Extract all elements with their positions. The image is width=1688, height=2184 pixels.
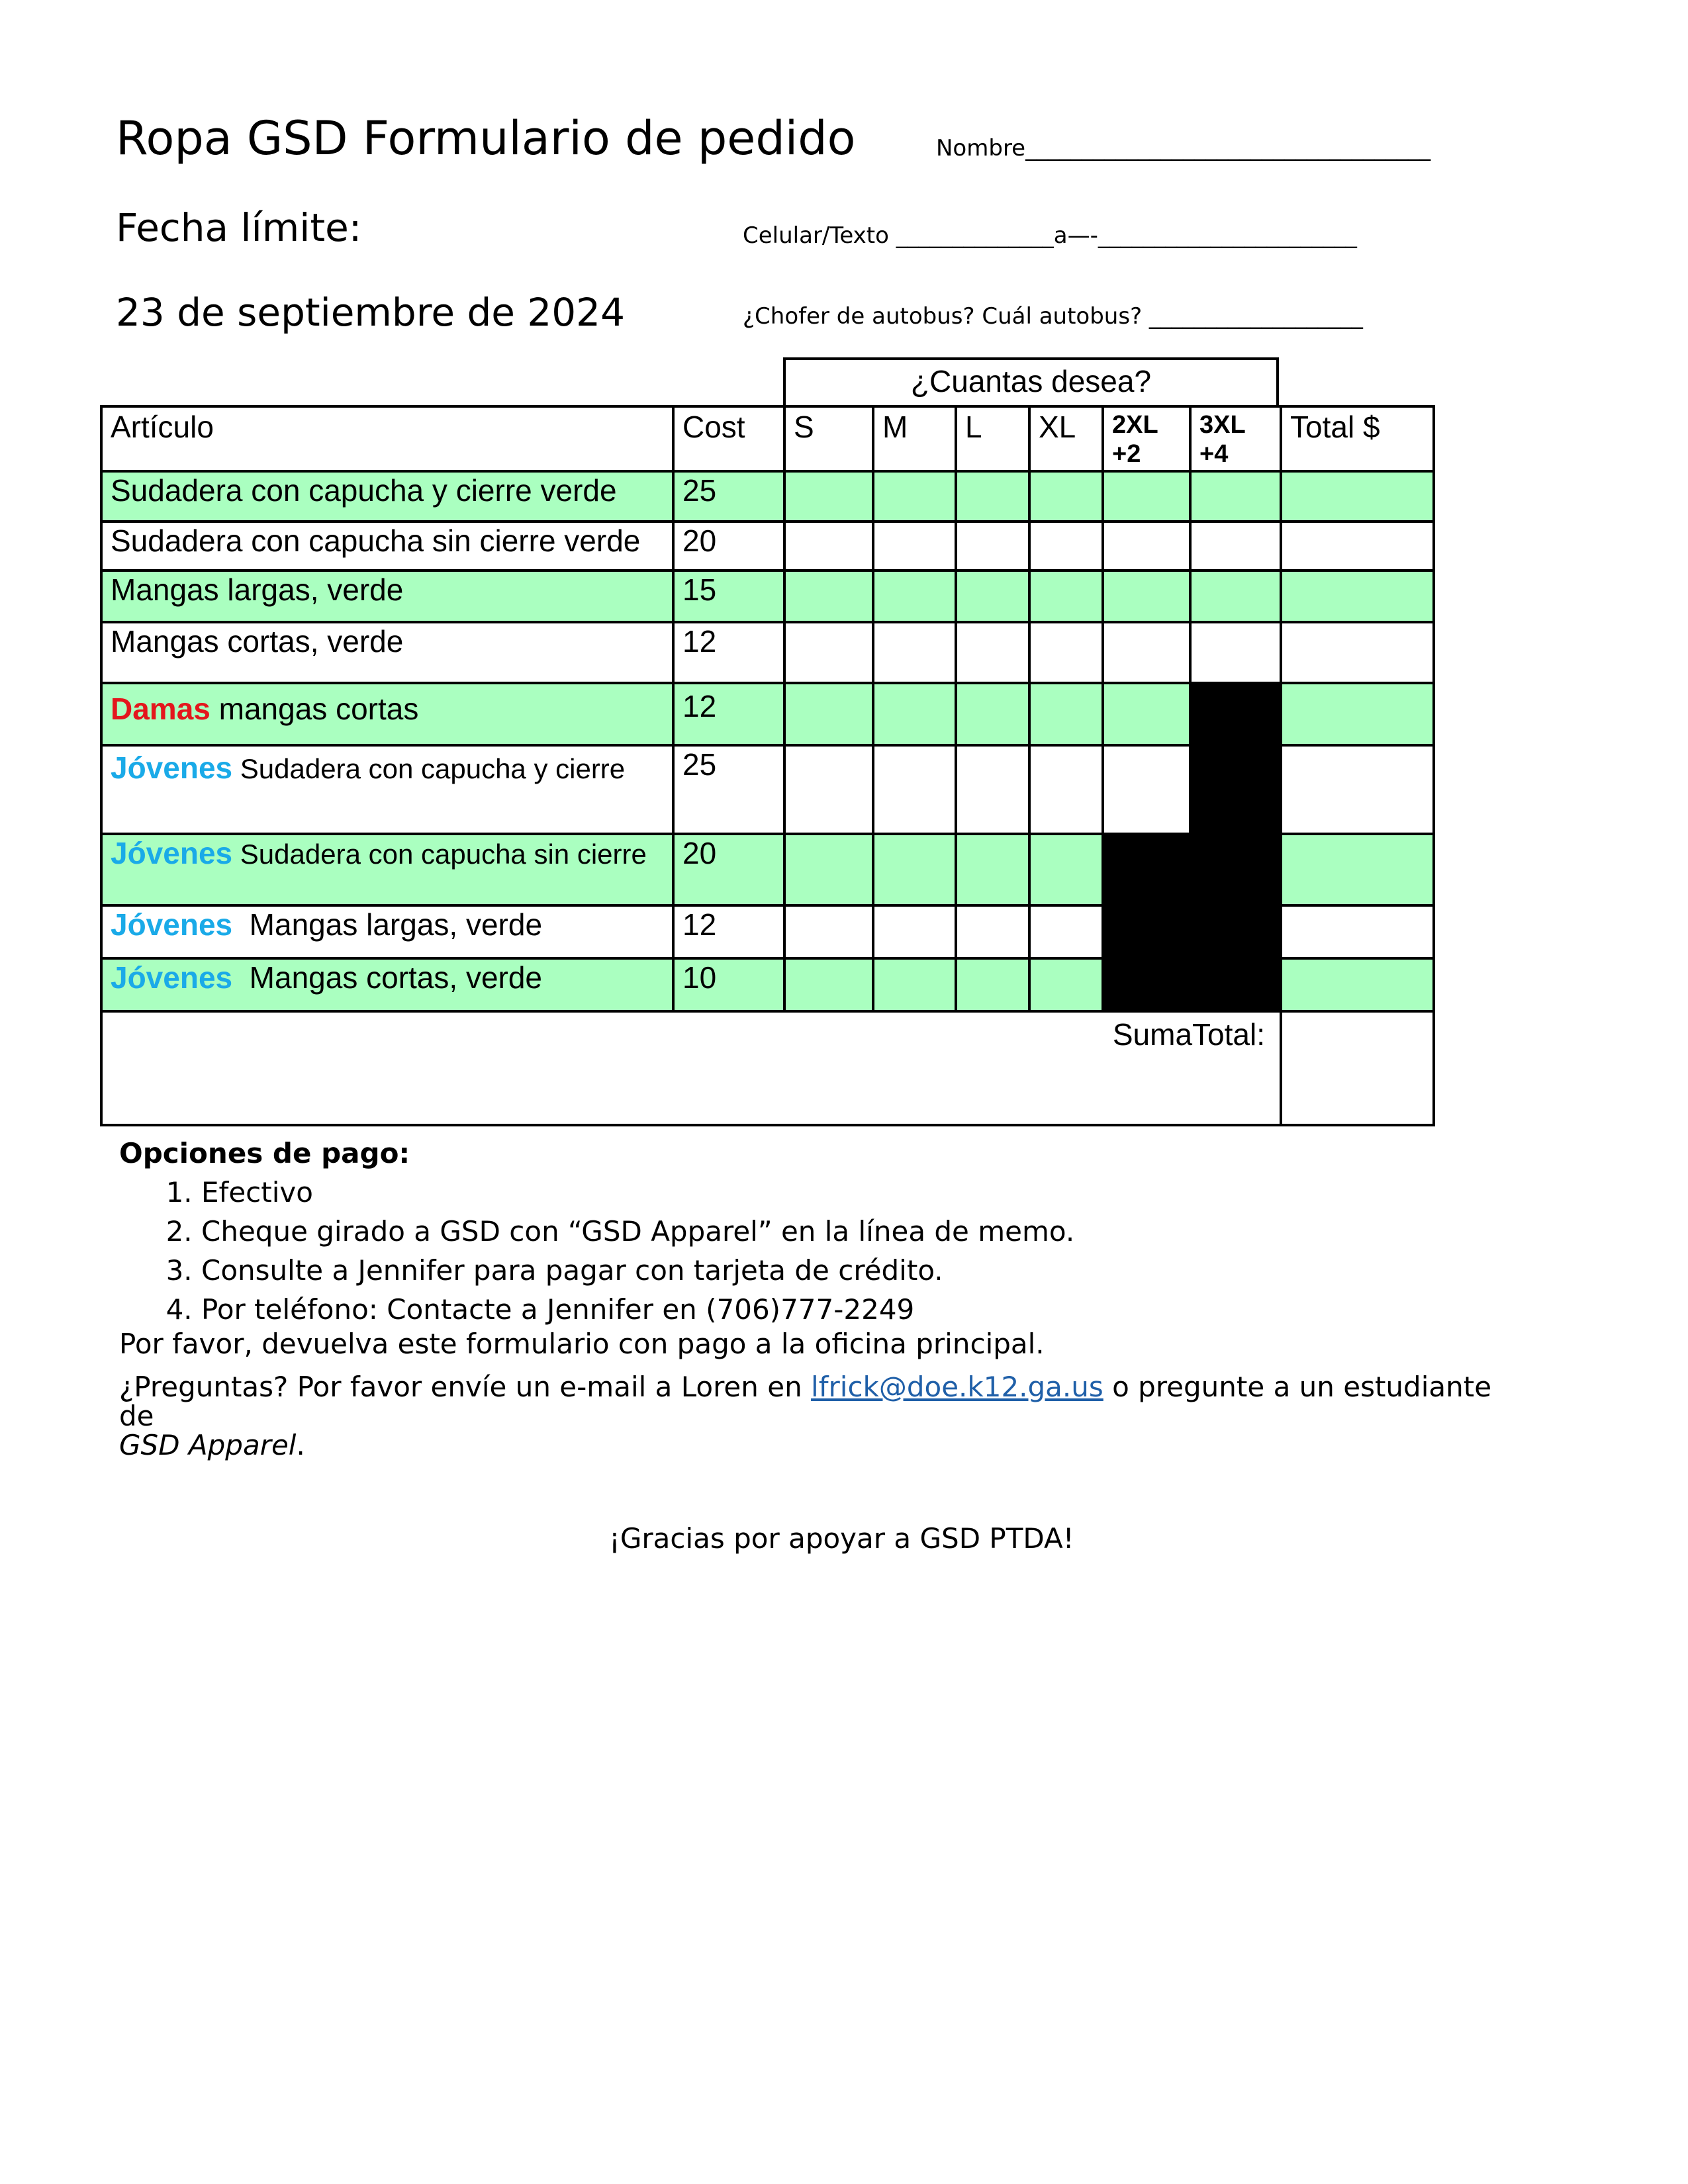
table-header-row bbox=[101, 406, 1434, 471]
qty-m[interactable] bbox=[873, 745, 956, 834]
blocked-cell bbox=[1190, 905, 1281, 958]
table-row bbox=[101, 745, 1434, 834]
blocked-cell bbox=[1103, 905, 1190, 958]
header-size-m: M bbox=[873, 406, 956, 471]
header-total: Total $ bbox=[1281, 406, 1434, 471]
qty-xl[interactable] bbox=[1029, 958, 1103, 1011]
qty-xl[interactable] bbox=[1029, 522, 1103, 570]
qty-l[interactable] bbox=[956, 622, 1029, 683]
item-prefix-jovenes: Jóvenes bbox=[111, 907, 233, 942]
blocked-cell bbox=[1190, 683, 1281, 745]
table-row bbox=[101, 471, 1434, 522]
item-cost: 15 bbox=[673, 570, 784, 622]
qty-xl[interactable] bbox=[1029, 570, 1103, 622]
qty-3xl[interactable] bbox=[1190, 622, 1281, 683]
item-name: Jóvenes Sudadera con capucha y cierre bbox=[101, 745, 673, 834]
qty-xl[interactable] bbox=[1029, 683, 1103, 745]
qty-m[interactable] bbox=[873, 570, 956, 622]
payment-option: 2. Cheque girado a GSD con “GSD Apparel” en la línea de memo. bbox=[201, 1212, 1074, 1251]
qty-s[interactable] bbox=[784, 683, 873, 745]
header-articulo: Artículo bbox=[101, 406, 673, 471]
header-cost: Cost bbox=[673, 406, 784, 471]
payment-option: 1. Efectivo bbox=[201, 1173, 1074, 1212]
qty-s[interactable] bbox=[784, 905, 873, 958]
phone-field[interactable]: Celular/Texto ______________a—-_______________________ bbox=[743, 222, 1357, 249]
payment-options-list bbox=[165, 1173, 1074, 1329]
item-name: Jóvenes Sudadera con capucha sin cierre bbox=[101, 834, 673, 905]
table-row bbox=[101, 683, 1434, 745]
header-size-s: S bbox=[784, 406, 873, 471]
item-cost: 10 bbox=[673, 958, 784, 1011]
item-name: Mangas largas, verde bbox=[101, 570, 673, 622]
qty-xl[interactable] bbox=[1029, 622, 1103, 683]
item-name: Sudadera con capucha y cierre verde bbox=[101, 471, 673, 522]
qty-s[interactable] bbox=[784, 622, 873, 683]
row-total[interactable] bbox=[1281, 683, 1434, 745]
item-prefix-jovenes: Jóvenes bbox=[111, 960, 233, 995]
table-row bbox=[101, 622, 1434, 683]
item-name: Damas mangas cortas bbox=[101, 683, 673, 745]
row-total[interactable] bbox=[1281, 958, 1434, 1011]
qty-s[interactable] bbox=[784, 834, 873, 905]
qty-s[interactable] bbox=[784, 471, 873, 522]
qty-l[interactable] bbox=[956, 905, 1029, 958]
qty-2xl[interactable] bbox=[1103, 683, 1190, 745]
bus-driver-field[interactable]: ¿Chofer de autobus? Cuál autobus? ___________________ bbox=[743, 303, 1363, 330]
qty-l[interactable] bbox=[956, 570, 1029, 622]
row-total[interactable] bbox=[1281, 570, 1434, 622]
item-prefix-jovenes: Jóvenes bbox=[111, 836, 233, 870]
item-cost: 20 bbox=[673, 522, 784, 570]
header-size-l: L bbox=[956, 406, 1029, 471]
qty-xl[interactable] bbox=[1029, 471, 1103, 522]
qty-m[interactable] bbox=[873, 471, 956, 522]
suma-total-value[interactable] bbox=[1281, 1011, 1434, 1125]
row-total[interactable] bbox=[1281, 834, 1434, 905]
item-cost: 12 bbox=[673, 622, 784, 683]
email-link[interactable]: lfrick@doe.k12.ga.us bbox=[811, 1371, 1103, 1403]
suma-total-label: SumaTotal: bbox=[101, 1011, 1281, 1125]
qty-s[interactable] bbox=[784, 745, 873, 834]
qty-s[interactable] bbox=[784, 522, 873, 570]
qty-m[interactable] bbox=[873, 905, 956, 958]
item-cost: 12 bbox=[673, 683, 784, 745]
row-total[interactable] bbox=[1281, 905, 1434, 958]
item-prefix-jovenes: Jóvenes bbox=[111, 751, 233, 785]
item-prefix-damas: Damas bbox=[111, 692, 211, 726]
blocked-cell bbox=[1190, 834, 1281, 905]
questions-note: ¿Preguntas? Por favor envíe un e-mail a Loren en lfrick@doe.k12.ga.us o pregunte a un estudiante de GSD Apparel. bbox=[119, 1371, 1492, 1461]
table-row bbox=[101, 570, 1434, 622]
blocked-cell bbox=[1103, 958, 1190, 1011]
qty-3xl[interactable] bbox=[1190, 570, 1281, 622]
row-total[interactable] bbox=[1281, 745, 1434, 834]
header-size-3xl: 3XL +4 bbox=[1190, 406, 1281, 471]
qty-xl[interactable] bbox=[1029, 745, 1103, 834]
qty-m[interactable] bbox=[873, 522, 956, 570]
qty-m[interactable] bbox=[873, 683, 956, 745]
order-table bbox=[100, 405, 1435, 1126]
thanks-note: ¡Gracias por apoyar a GSD PTDA! bbox=[609, 1522, 1074, 1555]
qty-2xl[interactable] bbox=[1103, 570, 1190, 622]
item-name: Jóvenes Mangas cortas, verde bbox=[101, 958, 673, 1011]
deadline-label: Fecha límite: bbox=[116, 205, 362, 250]
return-note: Por favor, devuelva este formulario con pago a la oficina principal. bbox=[119, 1328, 1045, 1360]
qty-l[interactable] bbox=[956, 522, 1029, 570]
deadline-date: 23 de septiembre de 2024 bbox=[116, 290, 625, 335]
qty-2xl[interactable] bbox=[1103, 622, 1190, 683]
table-row bbox=[101, 905, 1434, 958]
table-row bbox=[101, 834, 1434, 905]
form-title: Ropa GSD Formulario de pedido bbox=[116, 111, 856, 165]
qty-l[interactable] bbox=[956, 683, 1029, 745]
item-cost: 12 bbox=[673, 905, 784, 958]
qty-m[interactable] bbox=[873, 958, 956, 1011]
item-cost: 25 bbox=[673, 471, 784, 522]
qty-3xl[interactable] bbox=[1190, 522, 1281, 570]
item-name: Mangas cortas, verde bbox=[101, 622, 673, 683]
name-field[interactable]: Nombre____________________________________ bbox=[936, 135, 1431, 161]
qty-l[interactable] bbox=[956, 834, 1029, 905]
qty-m[interactable] bbox=[873, 834, 956, 905]
item-cost: 25 bbox=[673, 745, 784, 834]
item-name: Jóvenes Mangas largas, verde bbox=[101, 905, 673, 958]
payment-heading: Opciones de pago: bbox=[119, 1137, 410, 1169]
header-size-xl: XL bbox=[1029, 406, 1103, 471]
item-name: Sudadera con capucha sin cierre verde bbox=[101, 522, 673, 570]
qty-3xl[interactable] bbox=[1190, 471, 1281, 522]
qty-l[interactable] bbox=[956, 745, 1029, 834]
qty-xl[interactable] bbox=[1029, 905, 1103, 958]
suma-total-row bbox=[101, 1011, 1434, 1125]
qty-2xl[interactable] bbox=[1103, 471, 1190, 522]
row-total[interactable] bbox=[1281, 522, 1434, 570]
payment-option: 4. Por teléfono: Contacte a Jennifer en (706)777-2249 bbox=[201, 1290, 1074, 1329]
qty-m[interactable] bbox=[873, 622, 956, 683]
blocked-cell bbox=[1190, 745, 1281, 834]
qty-l[interactable] bbox=[956, 471, 1029, 522]
qty-l[interactable] bbox=[956, 958, 1029, 1011]
row-total[interactable] bbox=[1281, 622, 1434, 683]
payment-option: 3. Consulte a Jennifer para pagar con tarjeta de crédito. bbox=[201, 1251, 1074, 1290]
table-row bbox=[101, 958, 1434, 1011]
item-cost: 20 bbox=[673, 834, 784, 905]
qty-2xl[interactable] bbox=[1103, 745, 1190, 834]
table-row bbox=[101, 522, 1434, 570]
row-total[interactable] bbox=[1281, 471, 1434, 522]
qty-2xl[interactable] bbox=[1103, 522, 1190, 570]
blocked-cell bbox=[1103, 834, 1190, 905]
qty-s[interactable] bbox=[784, 570, 873, 622]
blocked-cell bbox=[1190, 958, 1281, 1011]
header-size-2xl: 2XL +2 bbox=[1103, 406, 1190, 471]
quantity-group-header: ¿Cuantas desea? bbox=[783, 357, 1279, 405]
qty-xl[interactable] bbox=[1029, 834, 1103, 905]
qty-s[interactable] bbox=[784, 958, 873, 1011]
